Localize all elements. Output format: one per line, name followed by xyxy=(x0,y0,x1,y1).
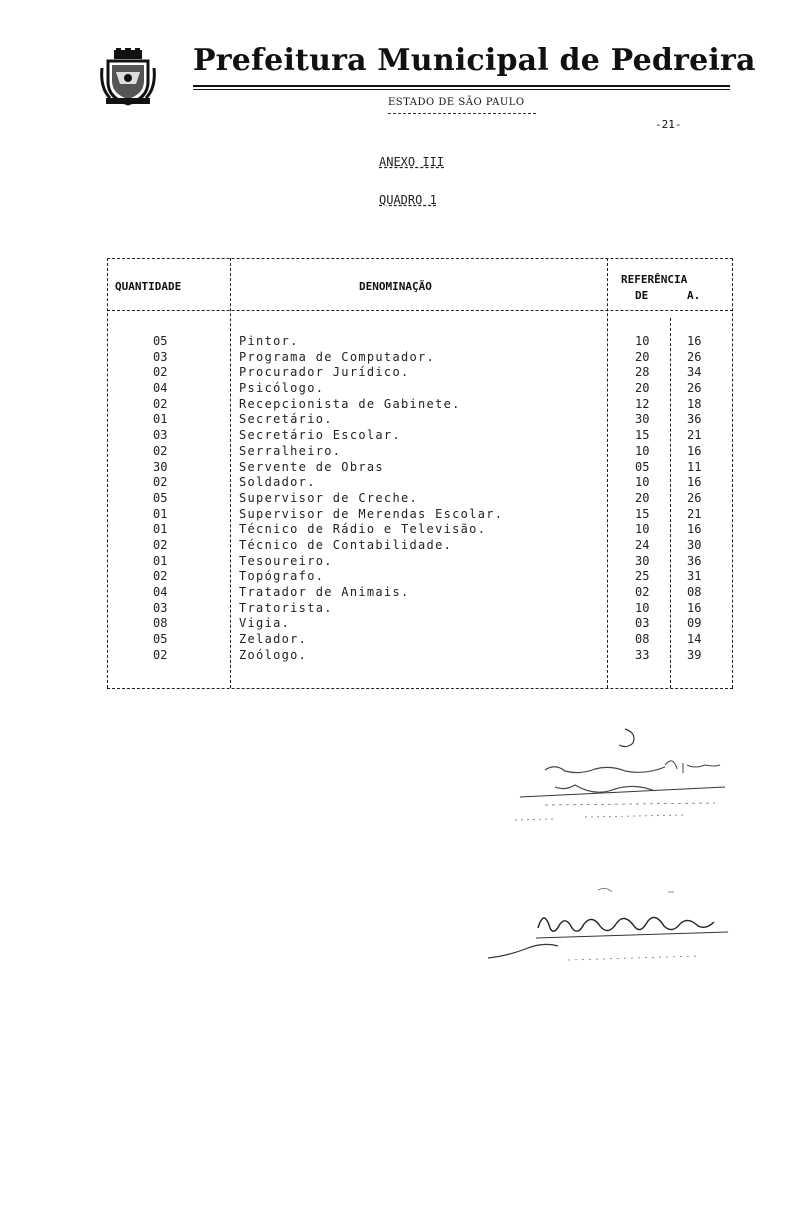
table-header-rule xyxy=(107,310,733,311)
cell-quantidade: 02 xyxy=(153,537,168,552)
cell-referencia-de: 15 xyxy=(635,428,650,443)
table-row xyxy=(107,616,733,632)
table-row xyxy=(107,460,733,476)
table-row xyxy=(107,412,733,428)
cell-referencia-de: 10 xyxy=(635,522,650,537)
cell-referencia-a: 26 xyxy=(687,490,702,505)
cell-quantidade: 05 xyxy=(153,334,168,348)
municipal-crest-logo xyxy=(100,48,156,106)
cell-quantidade: 01 xyxy=(153,506,168,521)
cell-referencia-de: 05 xyxy=(635,459,650,474)
cell-quantidade: 08 xyxy=(153,616,168,631)
cell-referencia-de: 20 xyxy=(635,381,650,396)
letterhead-subtitle: ESTADO DE SÃO PAULO xyxy=(388,97,525,108)
cell-referencia-de: 10 xyxy=(635,443,650,458)
cell-referencia-a: 21 xyxy=(687,506,702,521)
cell-denominacao: Supervisor de Creche. xyxy=(239,490,419,505)
cell-referencia-de: 10 xyxy=(635,600,650,615)
table-body xyxy=(107,334,733,663)
cell-denominacao: Tratador de Animais. xyxy=(239,585,410,599)
cell-quantidade: 01 xyxy=(153,412,168,427)
positions-table xyxy=(107,258,733,690)
table-row xyxy=(107,522,733,538)
cell-quantidade: 01 xyxy=(153,553,168,568)
cell-referencia-a: 36 xyxy=(687,412,702,427)
cell-quantidade: 01 xyxy=(153,522,168,537)
table-row xyxy=(107,381,733,397)
cell-referencia-a: 11 xyxy=(687,459,702,474)
table-row xyxy=(107,428,733,444)
cell-referencia-a: 30 xyxy=(687,537,702,552)
table-border-top xyxy=(107,258,733,259)
column-header-a: A. xyxy=(687,289,701,302)
cell-referencia-a: 16 xyxy=(687,522,702,537)
cell-referencia-a: 14 xyxy=(687,632,702,647)
table-row xyxy=(107,350,733,366)
cell-quantidade: 05 xyxy=(153,632,168,647)
table-row xyxy=(107,444,733,460)
cell-denominacao: Tesoureiro. xyxy=(239,553,333,568)
cell-referencia-de: 08 xyxy=(635,632,650,647)
signature-1 xyxy=(515,725,735,835)
cell-denominacao: Servente de Obras xyxy=(239,459,384,474)
annex-subtitle: QUADRO 1 xyxy=(379,193,437,207)
signature-2 xyxy=(488,880,738,980)
cell-referencia-a: 26 xyxy=(687,381,702,396)
letterhead-rule-thin xyxy=(193,89,730,90)
cell-referencia-de: 30 xyxy=(635,412,650,427)
cell-denominacao: Programa de Computador. xyxy=(239,349,436,364)
column-header-de: DE xyxy=(635,289,649,302)
cell-quantidade: 04 xyxy=(153,381,168,396)
cell-referencia-de: 28 xyxy=(635,365,650,380)
cell-referencia-de: 15 xyxy=(635,506,650,521)
cell-quantidade: 03 xyxy=(153,428,168,443)
page-number: -21- xyxy=(655,118,682,131)
cell-denominacao: Zoólogo. xyxy=(239,647,308,662)
cell-quantidade: 05 xyxy=(153,490,168,505)
cell-referencia-a: 16 xyxy=(687,475,702,490)
cell-referencia-de: 10 xyxy=(635,475,650,490)
table-row xyxy=(107,601,733,617)
cell-referencia-de: 30 xyxy=(635,553,650,568)
letterhead-subtitle-rule xyxy=(388,113,536,114)
table-row xyxy=(107,491,733,507)
cell-referencia-de: 02 xyxy=(635,585,650,599)
cell-referencia-a: 16 xyxy=(687,443,702,458)
annex-title: ANEXO III xyxy=(379,155,445,169)
cell-denominacao: Soldador. xyxy=(239,475,316,490)
cell-denominacao: Secretário. xyxy=(239,412,333,427)
table-row xyxy=(107,397,733,413)
cell-quantidade: 02 xyxy=(153,475,168,490)
cell-quantidade: 03 xyxy=(153,349,168,364)
cell-referencia-de: 20 xyxy=(635,490,650,505)
cell-quantidade: 02 xyxy=(153,365,168,380)
cell-quantidade: 02 xyxy=(153,569,168,584)
cell-denominacao: Psicólogo. xyxy=(239,381,325,396)
cell-denominacao: Pintor. xyxy=(239,334,299,348)
cell-referencia-de: 10 xyxy=(635,334,650,348)
table-row xyxy=(107,569,733,585)
cell-referencia-a: 39 xyxy=(687,647,702,662)
cell-denominacao: Secretário Escolar. xyxy=(239,428,401,443)
cell-referencia-a: 09 xyxy=(687,616,702,631)
cell-denominacao: Topógrafo. xyxy=(239,569,325,584)
cell-referencia-a: 31 xyxy=(687,569,702,584)
cell-quantidade: 03 xyxy=(153,600,168,615)
table-row xyxy=(107,648,733,664)
cell-denominacao: Técnico de Contabilidade. xyxy=(239,537,453,552)
column-header-denominacao: DENOMINAÇÃO xyxy=(359,280,432,293)
table-row xyxy=(107,632,733,648)
table-row xyxy=(107,538,733,554)
cell-denominacao: Recepcionista de Gabinete. xyxy=(239,396,461,411)
cell-denominacao: Vigia. xyxy=(239,616,291,631)
cell-quantidade: 02 xyxy=(153,396,168,411)
cell-denominacao: Serralheiro. xyxy=(239,443,342,458)
table-row xyxy=(107,475,733,491)
cell-denominacao: Tratorista. xyxy=(239,600,333,615)
cell-quantidade: 02 xyxy=(153,443,168,458)
cell-referencia-a: 08 xyxy=(687,585,702,599)
cell-referencia-a: 16 xyxy=(687,334,702,348)
cell-referencia-a: 16 xyxy=(687,600,702,615)
cell-denominacao: Zelador. xyxy=(239,632,308,647)
cell-referencia-de: 03 xyxy=(635,616,650,631)
cell-referencia-a: 36 xyxy=(687,553,702,568)
table-row xyxy=(107,334,733,350)
table-row xyxy=(107,507,733,523)
letterhead-rule xyxy=(193,85,730,87)
column-header-quantidade: QUANTIDADE xyxy=(115,280,182,293)
cell-referencia-a: 21 xyxy=(687,428,702,443)
cell-quantidade: 02 xyxy=(153,647,168,662)
letterhead-title: Prefeitura Municipal de Pedreira xyxy=(193,43,756,78)
cell-referencia-de: 12 xyxy=(635,396,650,411)
cell-quantidade: 04 xyxy=(153,585,168,599)
cell-referencia-a: 34 xyxy=(687,365,702,380)
column-header-referencia: REFERÊNCIA xyxy=(621,273,688,286)
cell-denominacao: Técnico de Rádio e Televisão. xyxy=(239,522,487,537)
cell-quantidade: 30 xyxy=(153,459,168,474)
cell-referencia-de: 33 xyxy=(635,647,650,662)
cell-referencia-a: 18 xyxy=(687,396,702,411)
table-row xyxy=(107,554,733,570)
cell-referencia-a: 26 xyxy=(687,349,702,364)
cell-referencia-de: 24 xyxy=(635,537,650,552)
cell-referencia-de: 20 xyxy=(635,349,650,364)
cell-denominacao: Supervisor de Merendas Escolar. xyxy=(239,506,504,521)
table-row xyxy=(107,585,733,601)
cell-referencia-de: 25 xyxy=(635,569,650,584)
table-row xyxy=(107,365,733,381)
cell-denominacao: Procurador Jurídico. xyxy=(239,365,410,380)
table-border-bottom xyxy=(107,688,733,689)
